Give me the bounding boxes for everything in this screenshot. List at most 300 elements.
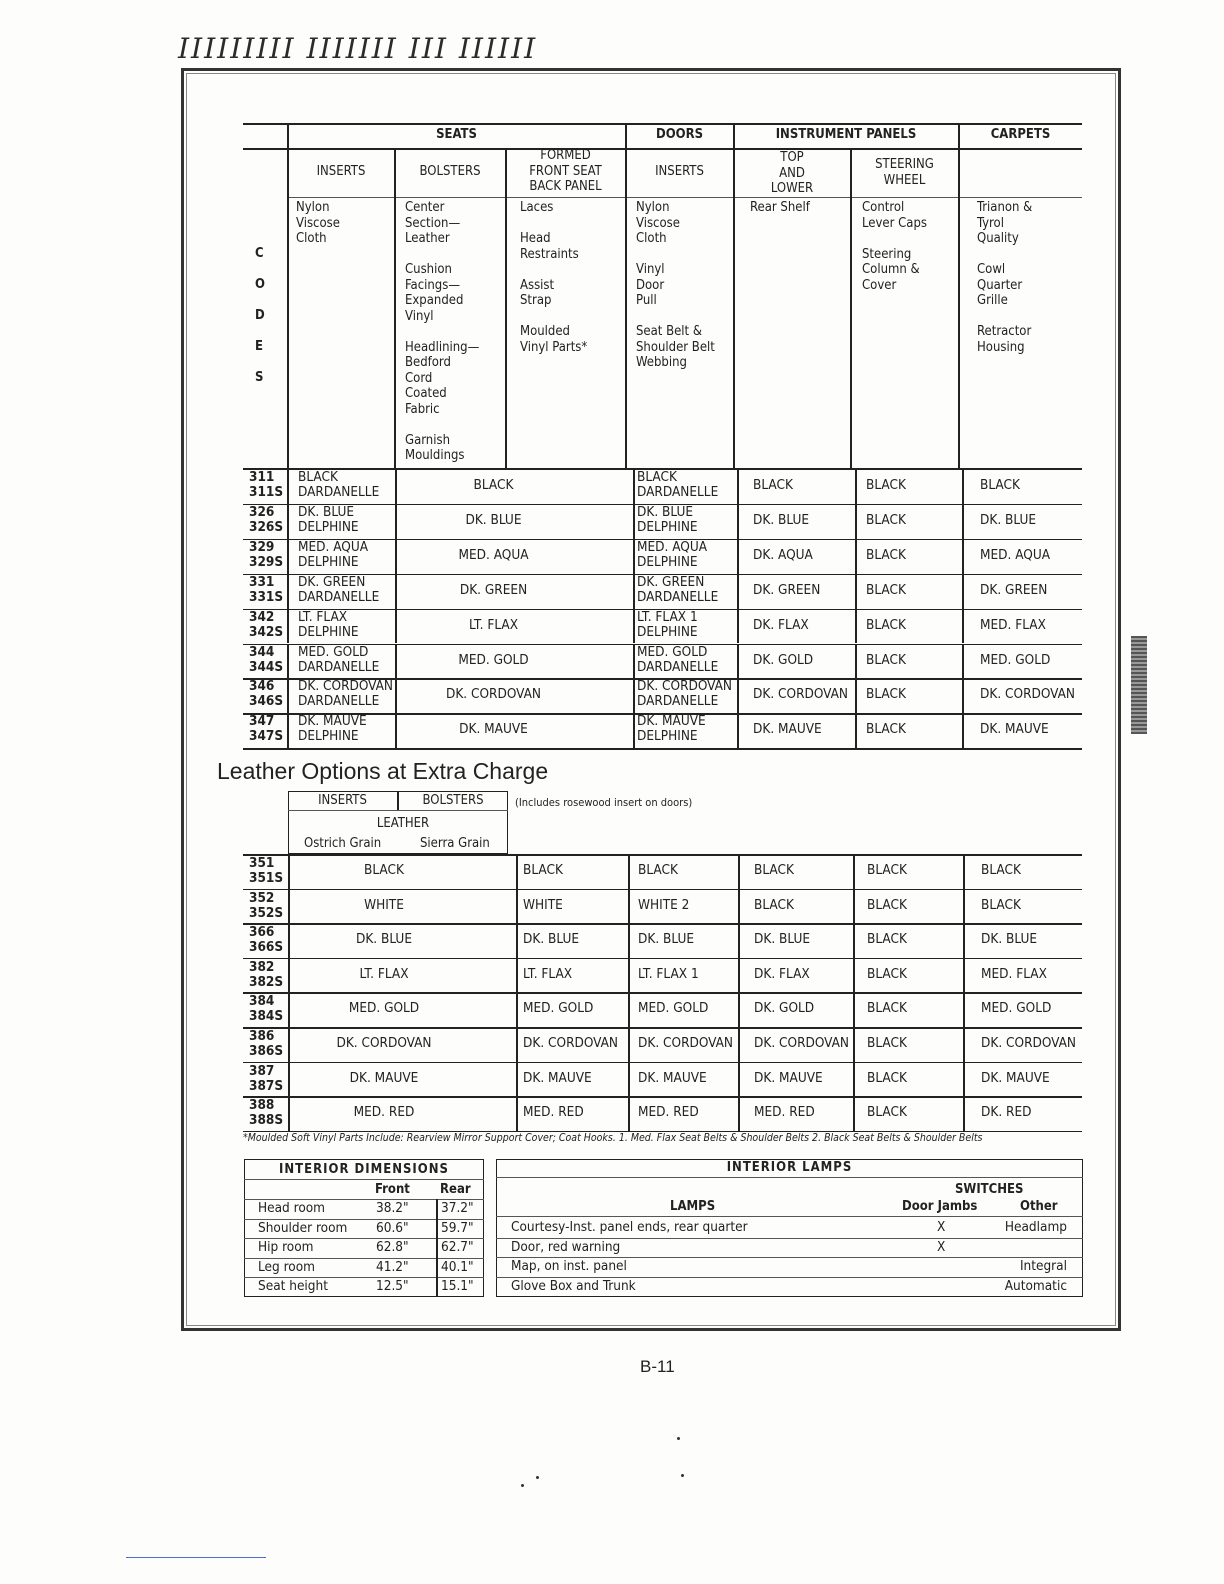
door-color: DARDANELLE [637,693,719,710]
table-rule [962,539,964,574]
table-rule [436,1277,438,1297]
trim-code: 346S [249,693,284,710]
steering-color: BLACK [867,1035,907,1051]
carpet-color: DK. CORDOVAN [981,1035,1077,1051]
steering-color: BLACK [866,581,906,598]
table-rule [853,992,855,1027]
table-rule [395,539,397,574]
table-rule [737,644,739,679]
subheader-steering-wheel: STEERING WHEEL [875,157,934,188]
formed-panel-color: LT. FLAX [523,965,573,982]
table-rule [395,644,397,679]
carpet-color: MED. FLAX [981,965,1047,982]
trim-code: 347S [249,728,284,745]
speck [536,1476,539,1479]
insert-color: BLACK [298,469,338,485]
door-color: WHITE 2 [638,896,690,913]
table-rule [963,923,965,958]
insert-color: DK. GREEN [298,573,366,590]
trim-code: 366S [249,939,284,956]
subheader-formed-panel: FORMED FRONT SEAT BACK PANEL [529,148,602,194]
table-rule [436,1238,438,1258]
table-rule [287,644,289,679]
table-rule [855,678,857,713]
header-carpets: CARPETS [990,127,1051,142]
table-rule [853,1096,855,1131]
door-color: BLACK [638,862,678,878]
table-rule [963,1062,965,1097]
table-rule [516,958,518,993]
table-rule [628,958,630,993]
table-rule [395,469,397,504]
table-rule [737,539,739,574]
door-color: DK. BLUE [637,503,694,520]
table-rule [737,678,739,713]
trim-code: 346 [249,678,275,695]
table-rule [738,923,740,958]
trim-code: 382 [249,958,275,975]
carpet-color: BLACK [981,862,1021,878]
table-rule [287,678,289,713]
top-lower-color: BLACK [754,896,794,913]
codes-label: C O D E S [255,246,265,385]
table-rule [436,1258,438,1278]
trim-code: 329S [249,553,284,570]
dimension-rear: 37.2" [441,1200,474,1216]
bolster-color: DK. MAUVE [459,721,528,738]
dimension-rear: 15.1" [441,1278,474,1294]
table-rule [288,958,290,993]
trim-code: 352S [249,904,284,921]
dimension-label: Shoulder room [258,1219,348,1236]
table-rule [962,469,964,504]
bottom-blue-rule [126,1557,266,1558]
table-rule [962,644,964,679]
leather-color: LT. FLAX [359,965,409,982]
table-rule [853,1027,855,1062]
table-rule [963,1027,965,1062]
bolster-color: MED. GOLD [458,651,529,668]
steering-color: BLACK [866,477,906,493]
top-lower-color: DK. CORDOVAN [754,1035,850,1051]
door-color: DK. MAUVE [637,713,706,730]
other-label: Other [1020,1199,1058,1214]
table-rule [243,748,1082,750]
formed-panel-color: MED. RED [523,1104,584,1121]
table-rule [633,469,635,504]
table-rule [288,854,290,889]
table-rule [633,504,635,539]
insert-color: DELPHINE [298,728,359,745]
formed-panel-color: DK. MAUVE [523,1069,592,1086]
trim-code: 366 [249,924,275,941]
table-rule [963,889,965,924]
table-rule [633,574,635,609]
carpet-color: DK. BLUE [980,511,1037,528]
table-rule [855,644,857,679]
bolster-color: BLACK [473,477,514,493]
bolster-color: MED. AQUA [458,546,529,563]
dimension-label: Seat height [258,1278,328,1294]
subheader-bolsters: BOLSTERS [419,164,481,179]
table-rule [395,609,397,644]
leather-color: WHITE [364,896,404,913]
trim-code: 329 [249,538,275,555]
leather-color: DK. BLUE [355,931,413,948]
lamp-name: Glove Box and Trunk [511,1277,636,1294]
trim-code: 326S [249,518,284,535]
header-seats: SEATS [436,127,477,142]
table-rule [395,504,397,539]
dimension-front: 60.6" [376,1219,409,1236]
table-rule [855,539,857,574]
trim-code: 386S [249,1043,284,1059]
carpet-color: DK. RED [981,1104,1032,1121]
carpet-color: MED. GOLD [981,1000,1052,1017]
formed-panel-color: WHITE [523,896,563,913]
steering-color: BLACK [866,616,906,633]
table-rule [962,713,964,748]
table-rule [243,1027,1082,1029]
trim-code: 388 [249,1097,275,1114]
table-rule [737,504,739,539]
door-color: MED. RED [638,1104,699,1121]
top-lower-color: DK. BLUE [753,511,810,528]
table-rule [516,1096,518,1131]
door-color: DK. CORDOVAN [638,1035,734,1051]
sierra-grain-label: Sierra Grain [420,836,490,851]
bolster-color: DK. BLUE [465,511,522,528]
table-rule [243,889,1082,891]
trim-code: 387S [249,1077,284,1094]
table-rule [737,713,739,748]
door-color: DELPHINE [637,623,698,640]
table-rule [516,923,518,958]
table-rule [633,713,635,748]
table-rule [243,854,1082,856]
door-color: LT. FLAX 1 [638,965,699,982]
speck [677,1437,680,1440]
trim-code: 342 [249,608,275,625]
trim-code: 351 [249,855,275,871]
dimension-front: 62.8" [376,1239,409,1255]
top-lower-color: DK. AQUA [753,546,813,563]
door-color: DELPHINE [637,728,698,745]
table-rule [628,854,630,889]
header-doors: DOORS [655,127,704,142]
switches-label: SWITCHES [955,1182,1024,1197]
door-color: DK. CORDOVAN [637,678,733,695]
table-rule [243,958,1082,960]
steering-color: BLACK [867,1069,907,1086]
table-rule [737,469,739,504]
table-rule [516,992,518,1027]
dimension-label: Head room [258,1200,326,1216]
door-color: LT. FLAX 1 [637,608,698,625]
subheader-top-lower: TOP AND LOWER [770,150,814,196]
leather-color: MED. RED [353,1104,415,1121]
carpet-color: DK. MAUVE [981,1069,1050,1086]
table-rule [628,992,630,1027]
table-rule [287,539,289,574]
table-rule [287,609,289,644]
steering-color: BLACK [866,686,906,703]
dimension-rear: 62.7" [441,1239,474,1255]
trim-code: 382S [249,973,284,990]
steering-color: BLACK [866,651,906,668]
door-color: DK. BLUE [638,931,695,948]
trim-code: 326 [249,503,275,520]
carpet-color: BLACK [981,896,1021,913]
table-rule [436,1219,438,1239]
trim-code: 344S [249,658,284,675]
table-rule [738,889,740,924]
dimension-rear: 40.1" [441,1258,474,1275]
subheader-door-inserts: INSERTS [655,164,704,179]
top-lower-color: DK. GREEN [753,581,821,598]
trim-code: 311S [249,484,284,500]
steering-color: BLACK [867,931,907,948]
lamp-other: Integral [1019,1258,1067,1274]
steering-color: BLACK [866,546,906,563]
trim-code: 388S [249,1112,284,1129]
table-rule [963,1096,965,1131]
footnote: *Moulded Soft Vinyl Parts Include: Rearview Mirror Support Cover; Coat Hooks. 1. Med. Flax Seat Belts & Shoulder Belts 2. Black Seat Belts & Shoulder Belts [243,1132,983,1144]
material-carpets: Trianon & Tyrol Quality Cowl Quarter Grille Retractor Housing [977,200,1033,355]
trim-code: 311 [249,469,275,485]
top-lower-color: DK. MAUVE [754,1069,823,1086]
table-rule [855,469,857,504]
carpet-color: MED. GOLD [980,651,1051,668]
table-rule [853,1062,855,1097]
carpet-color: DK. GREEN [980,581,1048,598]
table-rule [288,923,290,958]
table-rule [962,574,964,609]
formed-panel-color: BLACK [523,862,563,878]
interior-dimensions-title: INTERIOR DIMENSIONS [279,1162,449,1177]
door-color: DARDANELLE [637,484,719,500]
table-rule [516,854,518,889]
carpet-color: DK. BLUE [981,931,1038,948]
trim-code: 387 [249,1062,275,1079]
door-color: DK. GREEN [637,573,705,590]
steering-color: BLACK [867,1104,907,1121]
top-lower-color: MED. RED [754,1104,815,1121]
table-rule [855,609,857,644]
insert-color: DELPHINE [298,553,359,570]
table-rule [516,1062,518,1097]
table-rule [738,992,740,1027]
table-rule [855,504,857,539]
top-lower-color: DK. MAUVE [753,721,822,738]
dimension-label: Leg room [258,1258,315,1275]
top-lower-color: BLACK [754,862,794,878]
top-lower-color: DK. CORDOVAN [753,686,849,703]
lamp-other: Headlamp [1004,1219,1067,1235]
carpet-color: DK. MAUVE [980,721,1049,738]
trim-code: 331S [249,588,284,605]
trim-code: 347 [249,713,275,730]
table-rule [963,958,965,993]
leather-inserts-label: INSERTS [318,793,367,808]
table-rule [436,1199,438,1219]
insert-color: DK. CORDOVAN [298,678,394,695]
table-rule [963,992,965,1027]
table-rule [628,889,630,924]
trim-code: 331 [249,573,275,590]
lamp-name: Door, red warning [511,1238,621,1255]
steering-color: BLACK [866,511,906,528]
table-rule [855,574,857,609]
steering-color: BLACK [867,965,907,982]
table-rule [395,713,397,748]
trim-code: 344 [249,643,275,660]
insert-color: MED. GOLD [298,643,369,660]
trim-code: 384S [249,1008,284,1025]
table-rule [962,504,964,539]
table-rule [287,574,289,609]
insert-color: DARDANELLE [298,658,380,675]
dimension-label: Hip room [258,1239,314,1255]
insert-color: DK. BLUE [298,503,355,520]
material-inserts: Nylon Viscose Cloth [296,200,340,246]
leather-color: DK. CORDOVAN [336,1035,432,1051]
lamps-label: LAMPS [670,1199,716,1214]
table-rule [516,889,518,924]
door-color: MED. GOLD [637,643,708,660]
door-color: MED. GOLD [638,1000,709,1017]
top-lower-color: BLACK [753,477,793,493]
trim-code: 352 [249,889,275,906]
ostrich-grain-label: Ostrich Grain [304,836,382,851]
top-lower-color: DK. GOLD [753,651,814,668]
steering-color: BLACK [867,896,907,913]
table-rule [738,1062,740,1097]
table-rule [516,1027,518,1062]
table-rule [853,958,855,993]
steering-color: BLACK [867,862,907,878]
trim-code: 351S [249,870,284,886]
leather-color: DK. MAUVE [349,1069,419,1086]
material-formed-panel: Laces Head Restraints Assist Strap Moulded Vinyl Parts* [520,200,588,355]
table-rule [288,889,290,924]
table-rule [853,889,855,924]
table-rule [853,854,855,889]
trim-code: 386 [249,1028,275,1044]
insert-color: DARDANELLE [298,588,380,605]
bolster-color: LT. FLAX [468,616,519,633]
door-color: BLACK [637,469,677,485]
dimensions-rear-label: Rear [440,1182,471,1197]
carpet-color: BLACK [980,477,1020,493]
door-color: DK. MAUVE [638,1069,707,1086]
material-door-inserts: Nylon Viscose Cloth Vinyl Door Pull Seat Belt & Shoulder Belt Webbing [636,200,715,370]
door-color: DELPHINE [637,553,698,570]
table-rule [288,1096,290,1131]
table-rule [288,1062,290,1097]
door-color: DELPHINE [637,518,698,535]
table-rule [855,713,857,748]
table-rule [287,504,289,539]
table-rule [633,678,635,713]
table-rule [633,539,635,574]
steering-color: BLACK [867,1000,907,1017]
insert-color: DELPHINE [298,518,359,535]
top-lower-color: DK. BLUE [754,931,811,948]
trim-code: 384 [249,993,275,1010]
dimension-rear: 59.7" [441,1219,474,1236]
table-rule [737,609,739,644]
table-rule [738,1027,740,1062]
formed-panel-color: DK. CORDOVAN [523,1035,619,1051]
door-color: MED. AQUA [637,538,708,555]
carpet-color: MED. AQUA [980,546,1051,563]
table-rule [628,923,630,958]
speck [681,1474,684,1477]
leather-color: BLACK [364,862,404,878]
top-lower-color: DK. FLAX [753,616,809,633]
page-header-banner: IIIIIIIII IIIIIII III IIIIII [178,32,538,65]
dimensions-front-label: Front [375,1182,410,1197]
header-instrument-panels: INSTRUMENT PANELS [775,127,917,142]
bolster-color: DK. CORDOVAN [445,686,541,703]
dimension-front: 38.2" [376,1200,409,1216]
leather-label: LEATHER [376,816,430,831]
insert-color: DELPHINE [298,623,359,640]
page-number: B-11 [640,1357,675,1376]
formed-panel-color: DK. BLUE [523,931,580,948]
door-color: DARDANELLE [637,658,719,675]
interior-lamps-title: INTERIOR LAMPS [726,1160,853,1175]
table-rule [962,678,964,713]
table-rule [243,923,1082,925]
table-rule [395,574,397,609]
material-top-lower: Rear Shelf [750,200,810,215]
dimension-front: 12.5" [376,1278,409,1294]
dimension-front: 41.2" [376,1258,409,1275]
table-rule [962,609,964,644]
table-rule [633,609,635,644]
insert-color: DARDANELLE [298,693,380,710]
insert-color: DK. MAUVE [298,713,367,730]
table-rule [243,992,1082,994]
insert-color: DARDANELLE [298,484,380,500]
material-steering: Control Lever Caps Steering Column & Cover [862,200,927,293]
table-rule [738,854,740,889]
door-color: DARDANELLE [637,588,719,605]
steering-color: BLACK [866,721,906,738]
table-rule [287,713,289,748]
formed-panel-color: MED. GOLD [523,1000,594,1017]
insert-color: MED. AQUA [298,538,369,555]
door-jambs-label: Door Jambs [902,1199,978,1214]
table-rule [288,1027,290,1062]
lamp-name: Map, on inst. panel [511,1258,627,1274]
trim-code: 342S [249,623,284,640]
material-bolsters: Center Section— Leather Cushion Facings— Expanded Vinyl Headlining— Bedford Cord Coated Fabric Garnish Mouldings [405,200,480,463]
table-rule [737,574,739,609]
lamp-other: Automatic [1004,1277,1067,1294]
lamp-door-jamb: X [937,1238,946,1255]
top-lower-color: DK. FLAX [754,965,810,982]
subheader-inserts: INSERTS [316,164,366,179]
leather-note: (Includes rosewood insert on doors) [515,796,693,809]
table-rule [853,923,855,958]
table-rule [288,992,290,1027]
leather-bolsters-label: BOLSTERS [422,793,484,808]
table-rule [287,469,289,504]
leather-color: MED. GOLD [348,1000,420,1017]
